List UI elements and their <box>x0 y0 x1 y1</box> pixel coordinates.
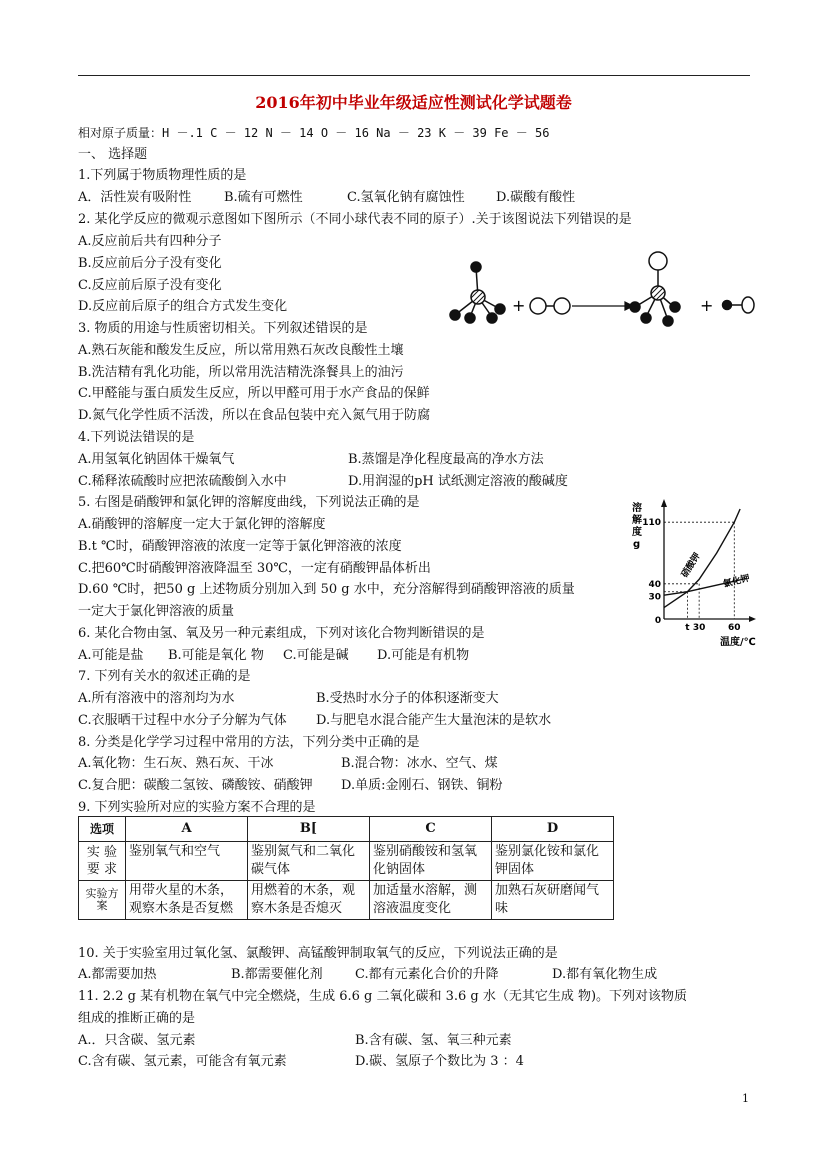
q4-stem: 4.下列说法错误的是 <box>78 430 195 445</box>
chart-guides <box>664 522 734 619</box>
x-tick-label: 60 <box>728 623 741 633</box>
table-cell: 加适量水溶解，测溶液温度变化 <box>370 881 492 920</box>
q1-option-c: C.氢氧化钠有腐蚀性 <box>347 190 465 205</box>
row-label: 实验方案 <box>79 881 126 920</box>
y-tick-label: 30 <box>648 592 661 603</box>
ylabel-char: 溶 <box>632 503 642 514</box>
q3-option-a: A.熟石灰能和酸发生反应，所以常用熟石灰改良酸性土壤 <box>78 343 404 358</box>
q3-stem: 3. 物质的用途与性质密切相关。下列叙述错误的是 <box>78 321 368 336</box>
q6-option-b: B.可能是氧化 物 <box>168 648 264 663</box>
table-cell: 鉴别硝酸铵和氢氧化钠固体 <box>370 842 492 881</box>
table-cell: 鉴别氮气和二氧化碳气体 <box>248 842 370 881</box>
q5-stem: 5. 右图是硝酸钾和氯化钾的溶解度曲线，下列说法正确的是 <box>78 495 420 510</box>
q2-option-d: D.反应前后原子的组合方式发生变化 <box>78 299 288 314</box>
x-tick-label: 0 <box>654 616 662 626</box>
chart-ticks <box>642 518 740 633</box>
q10-option-c: C.都有元素化合价的升降 <box>355 967 499 982</box>
q7-option-b: B.受热时水分子的体积逐渐变大 <box>316 691 499 706</box>
table-header: C <box>370 817 492 842</box>
y-tick-label: 110 <box>642 518 661 529</box>
section-heading: 一、 选择题 <box>78 147 148 162</box>
q10-option-d: D.都有氧化物生成 <box>552 967 658 982</box>
q2-option-c: C.反应前后原子没有变化 <box>78 278 222 293</box>
solubility-chart <box>628 495 758 650</box>
header-rule <box>78 75 750 76</box>
plus-sign-2: + <box>700 296 714 315</box>
reactant-diatomic <box>530 298 570 314</box>
q8-option-c: C.复合肥：碳酸二氢铵、磷酸铵、硝酸钾 <box>78 778 313 793</box>
q6-option-a: A.可能是盐 <box>78 648 144 663</box>
q6-stem: 6. 某化合物由氢、氧及另一种元素组成，下列对该化合物判断错误的是 <box>78 626 485 641</box>
q8-option-d: D.单质:金刚石、钢铁、铜粉 <box>341 778 503 793</box>
reactant-molecule <box>450 262 505 323</box>
q10-option-a: A.都需要加热 <box>78 967 157 982</box>
row-label: 实 验 要 求 <box>79 842 126 881</box>
table-header: D <box>492 817 614 842</box>
ylabel-char: 度 <box>632 527 642 538</box>
product-diatomic <box>723 297 755 313</box>
y-axis-arrow <box>661 499 667 507</box>
q5-option-b: B.t ℃时，硝酸钾溶液的浓度一定等于氯化钾溶液的浓度 <box>78 539 402 554</box>
q4-option-c: C.稀释浓硫酸时应把浓硫酸倒入水中 <box>78 474 287 489</box>
experiment-table <box>78 816 614 920</box>
table-row <box>79 881 614 920</box>
q11-option-c: C.含有碳、氢元素，可能含有氧元素 <box>78 1054 287 1069</box>
table-header: A <box>126 817 248 842</box>
q5-option-c: C.把60℃时硝酸钾溶液降温至 30℃，一定有硝酸钾晶体析出 <box>78 561 431 576</box>
page-title: 2016年初中毕业年级适应性测试化学试题卷 <box>255 93 572 112</box>
q1-option-d: D.碳酸有酸性 <box>496 190 576 205</box>
q3-option-c: C.甲醛能与蛋白质发生反应，所以甲醛可用于水产食品的保鲜 <box>78 386 430 401</box>
q8-stem: 8. 分类是化学学习过程中常用的方法，下列分类中正确的是 <box>78 735 420 750</box>
q6-option-c: C.可能是碱 <box>283 648 349 663</box>
table-cell: 加熟石灰研磨闻气味 <box>492 881 614 920</box>
q7-option-a: A.所有溶液中的溶剂均为水 <box>78 691 235 706</box>
q10-stem: 10. 关于实验室用过氧化氢、氯酸钾、高锰酸钾制取氧气的反应，下列说法正确的是 <box>78 946 558 961</box>
q11-option-d: D.碳、氢原子个数比为 3 ：4 <box>355 1054 524 1069</box>
q7-option-d: D.与肥皂水混合能产生大量泡沫的是软水 <box>316 713 552 728</box>
plus-sign-1: + <box>512 296 526 315</box>
y-tick-label: 40 <box>648 579 661 590</box>
product-molecule <box>630 252 680 326</box>
q9-stem: 9. 下列实验所对应的实验方案不合理的是 <box>78 800 316 815</box>
q10-option-b: B.都需要催化剂 <box>231 967 323 982</box>
series-label: 氯化钾 <box>722 573 751 590</box>
q5-option-a: A.硝酸钾的溶解度一定大于氯化钾的溶解度 <box>78 517 326 532</box>
q1-option-b: B.硫有可燃性 <box>224 190 303 205</box>
page-number: 1 <box>742 1092 749 1105</box>
table-cell: 用燃着的木条，观察木条是否熄灭 <box>248 881 370 920</box>
table-cell: 鉴别氧气和空气 <box>126 842 248 881</box>
q11-stem-continued: 组成的推断正确的是 <box>78 1011 196 1026</box>
q2-stem: 2. 某化学反应的微观示意图如下图所示（不同小球代表不同的原子）.关于该图说法下列错误的是 <box>78 212 632 227</box>
series-label: 硝酸钾 <box>680 551 703 580</box>
q3-option-b: B.洗洁精有乳化功能，所以常用洗洁精洗涤餐具上的油污 <box>78 365 404 380</box>
q4-option-b: B.蒸馏是净化程度最高的净水方法 <box>348 452 544 467</box>
ylabel-char: g <box>633 539 641 550</box>
chart-axes <box>661 499 756 622</box>
q8-option-b: B.混合物：冰水、空气、煤 <box>341 756 498 771</box>
q1-stem: 1.下列属于物质物理性质的是 <box>78 168 247 183</box>
q4-option-a: A.用氢氧化钠固体干燥氧气 <box>78 452 235 467</box>
q11-option-a: A.．只含碳、氢元素 <box>78 1033 196 1048</box>
q3-option-d: D.氮气化学性质不活泼，所以在食品包装中充入氮气用于防腐 <box>78 408 431 423</box>
table-cell: 用带火星的木条，观察木条是否复燃 <box>126 881 248 920</box>
table-header-row <box>79 817 614 842</box>
atomic-masses: 相对原子质量：H －.1 C － 12 N － 14 O － 16 Na － 23 K － 39 Fe － 56 <box>78 126 550 140</box>
q4-option-d: D.用润湿的pH 试纸测定溶液的酸碱度 <box>348 474 568 489</box>
chart-series <box>664 509 751 608</box>
x-tick-label: t <box>685 623 690 633</box>
table-header: B[ <box>248 817 370 842</box>
q5-option-d: D.60 ℃时，把50 g 上述物质分别加入到 50 g 水中，充分溶解得到硝酸钾溶液的质量 <box>78 582 575 597</box>
q7-stem: 7. 下列有关水的叙述正确的是 <box>78 669 251 684</box>
q1-option-a: A．活性炭有吸附性 <box>78 190 192 205</box>
table-row <box>79 842 614 881</box>
chart-xlabel: 温度/℃ <box>720 637 756 648</box>
q6-option-d: D.可能是有机物 <box>377 648 470 663</box>
q8-option-a: A.氧化物：生石灰、熟石灰、干冰 <box>78 756 274 771</box>
q11-stem: 11. 2.2 g 某有机物在氧气中完全燃烧，生成 6.6 g 二氧化碳和 3.6 g 水（无其它生成 物)。下列对该物质 <box>78 989 688 1004</box>
reaction-diagram <box>440 245 760 335</box>
x-tick-label: 30 <box>692 623 706 633</box>
q7-option-c: C.衣服晒干过程中水分子分解为气体 <box>78 713 287 728</box>
table-corner: 选项 <box>79 817 126 842</box>
q2-option-b: B.反应前后分子没有变化 <box>78 256 222 271</box>
ylabel-char: 解 <box>632 515 642 526</box>
x-axis-arrow <box>749 616 756 622</box>
table-cell: 鉴别氯化铵和氯化钾固体 <box>492 842 614 881</box>
q5-option-d-continued: 一定大于氯化钾溶液的质量 <box>78 604 235 619</box>
q11-option-b: B.含有碳、氢、氧三种元素 <box>355 1033 512 1048</box>
reaction-arrow <box>572 302 633 310</box>
q2-option-a: A.反应前后共有四种分子 <box>78 234 222 249</box>
